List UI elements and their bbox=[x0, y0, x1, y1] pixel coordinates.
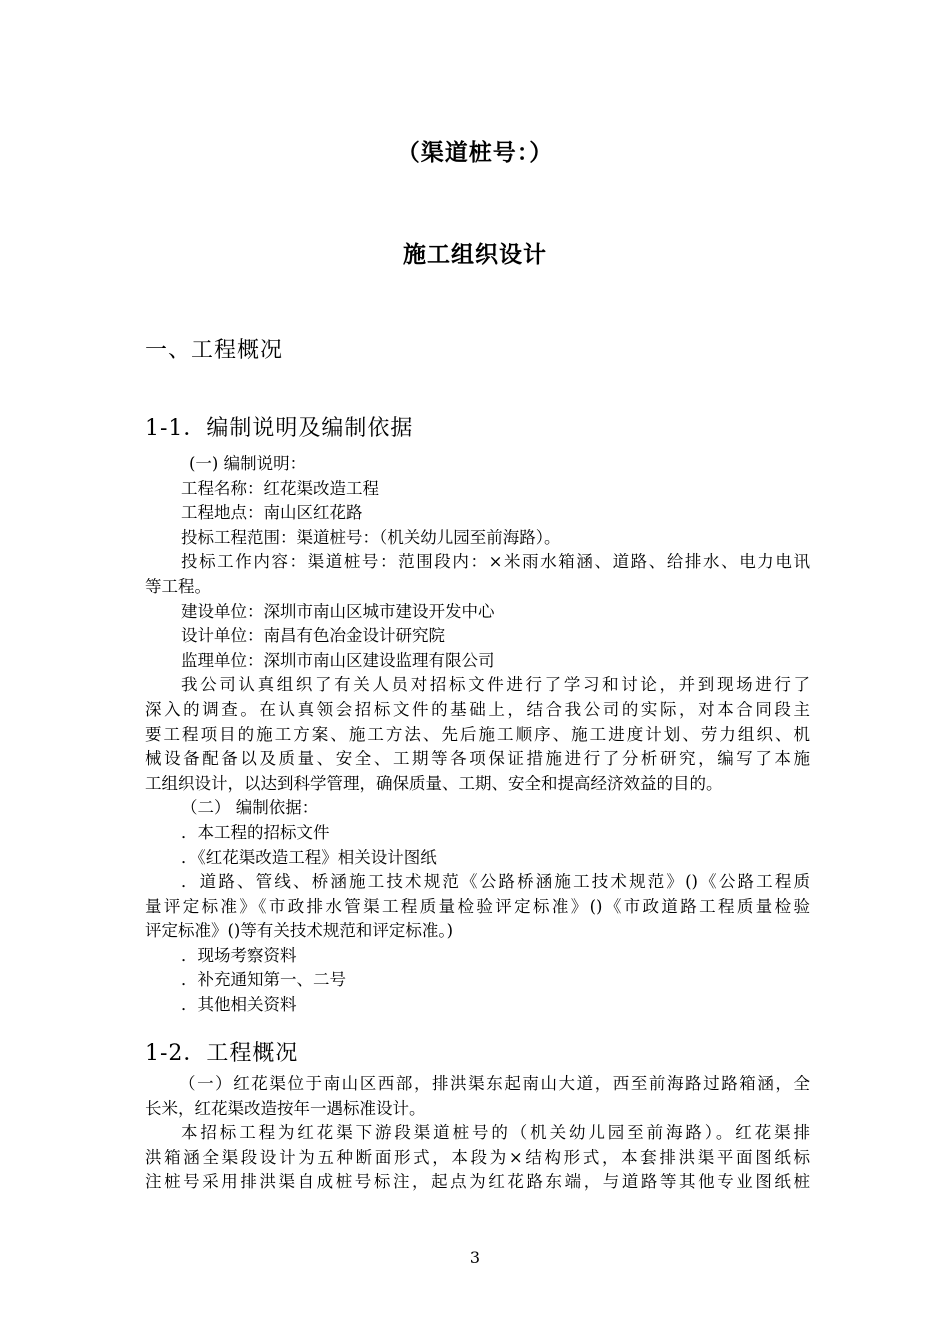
paragraph-line: 械设备配备以及质量、安全、工期等各项保证措施进行了分析研究，编写了本施 bbox=[145, 749, 810, 769]
paragraph-line: 工组织设计，以达到科学管理，确保质量、工期、安全和提高经济效益的目的。 bbox=[145, 773, 723, 793]
section-1-2-body bbox=[145, 1072, 810, 1195]
paragraph-line: （二） 编制依据： bbox=[181, 798, 319, 818]
section-heading-overview: 一、工程概况 bbox=[145, 338, 284, 363]
paragraph-line: 本招标工程为红花渠下游段渠道桩号的（机关幼儿园至前海路）。红花渠排 bbox=[181, 1123, 810, 1143]
list-item: 量评定标准》《市政排水管渠工程质量检验评定标准》()《市政道路工程质量检验 bbox=[145, 896, 810, 916]
paragraph-line: 要工程项目的施工方案、施工方法、先后施工顺序、施工进度计划、劳力组织、机 bbox=[145, 724, 810, 744]
paragraph-line: (一) 编制说明： bbox=[189, 454, 307, 473]
list-item: ．补充通知第一、二号 bbox=[181, 970, 346, 990]
paragraph-line: 我公司认真组织了有关人员对招标文件进行了学习和讨论，并到现场进行了 bbox=[181, 675, 810, 695]
paragraph-line: 注桩号采用排洪渠自成桩号标注，起点为红花路东端，与道路等其他专业图纸桩 bbox=[145, 1172, 810, 1192]
paragraph-line: 工程地点：南山区红花路 bbox=[181, 503, 363, 523]
paragraph-line: 监理单位：深圳市南山区建设监理有限公司 bbox=[181, 650, 495, 670]
paragraph-line: 设计单位：南昌有色冶金设计研究院 bbox=[181, 626, 445, 646]
paragraph-line: 建设单位：深圳市南山区城市建设开发中心 bbox=[181, 601, 495, 621]
paragraph-line: 深入的调查。在认真领会招标文件的基础上，结合我公司的实际，对本合同段主 bbox=[145, 699, 810, 719]
paragraph-line: 工程名称：红花渠改造工程 bbox=[181, 478, 379, 498]
title-stake-number: （渠道桩号：） bbox=[396, 140, 554, 166]
section-heading-1-2: 1-2．工程概况 bbox=[145, 1041, 299, 1066]
paragraph-line: 投标工作内容：渠道桩号：范围段内：×米雨水箱涵、道路、给排水、电力电讯 bbox=[181, 552, 810, 572]
paragraph-line: 投标工程范围：渠道桩号：（机关幼儿园至前海路）。 bbox=[181, 527, 561, 547]
paragraph-line: 洪箱涵全渠段设计为五种断面形式，本段为×结构形式，本套排洪渠平面图纸标 bbox=[145, 1147, 810, 1167]
section-1-1-body bbox=[145, 452, 810, 1018]
paragraph-line: 长米，红花渠改造按年一遇标准设计。 bbox=[145, 1098, 426, 1118]
list-item: ．现场考察资料 bbox=[181, 945, 297, 965]
list-item: ．《红花渠改造工程》相关设计图纸 bbox=[181, 847, 437, 867]
list-item: ．道路、管线、桥涵施工技术规范《公路桥涵施工技术规范》()《公路工程质 bbox=[181, 872, 810, 892]
paragraph-line: 等工程。 bbox=[145, 576, 211, 596]
page-title: 施工组织设计 bbox=[403, 242, 547, 268]
paragraph-line: （一）红花渠位于南山区西部，排洪渠东起南山大道，西至前海路过路箱涵，全 bbox=[179, 1074, 810, 1093]
list-item: ．本工程的招标文件 bbox=[181, 822, 330, 842]
list-item: 评定标准》()等有关技术规范和评定标准。) bbox=[145, 921, 454, 941]
page-number: 3 bbox=[469, 1248, 481, 1267]
section-heading-1-1: 1-1．编制说明及编制依据 bbox=[145, 416, 414, 441]
list-item: ．其他相关资料 bbox=[181, 995, 297, 1015]
